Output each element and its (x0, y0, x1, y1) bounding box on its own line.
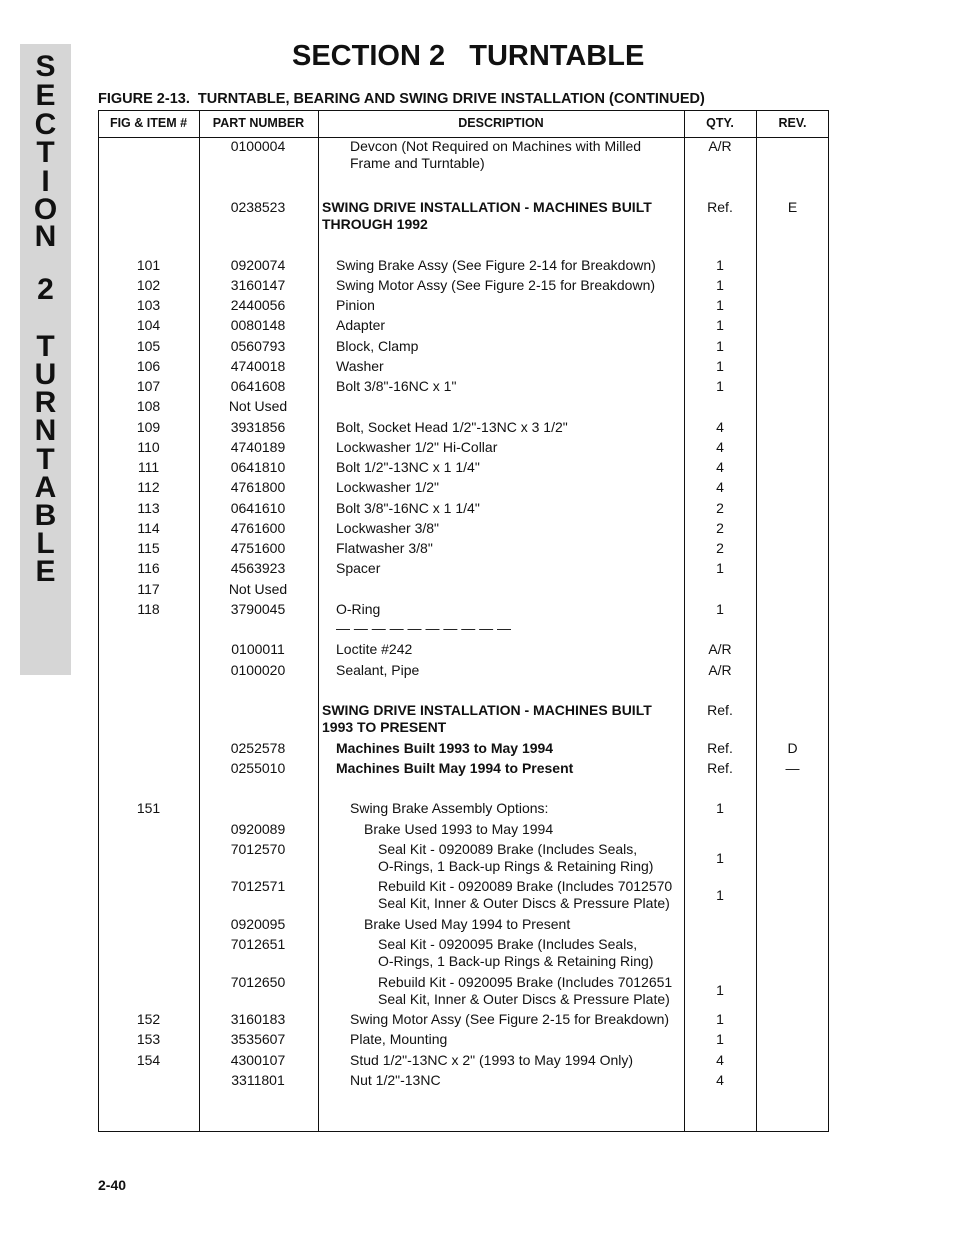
side-tab-letter: 2 (37, 273, 54, 306)
side-tab-letter: T (36, 330, 55, 363)
part-number: Not Used (228, 581, 288, 597)
side-tab-letter: U (34, 358, 57, 391)
quantity: 1 (716, 257, 724, 273)
quantity: 1 (716, 358, 724, 374)
quantity: A/R (708, 662, 732, 678)
item-number: 153 (136, 1031, 161, 1047)
description: Brake Used 1993 to May 1994 (364, 821, 554, 837)
side-tab-letter: R (34, 386, 57, 419)
description: Devcon (Not Required on Machines with Milled Frame and Turntable) (350, 138, 642, 171)
side-tab-letter: S (35, 50, 56, 83)
quantity: 2 (716, 540, 724, 556)
header-qty: QTY. (706, 116, 734, 130)
side-tab-letter: N (34, 414, 57, 447)
part-number: 4761800 (230, 479, 286, 495)
side-tab-letter: O (33, 193, 58, 226)
quantity: 1 (716, 378, 724, 394)
item-number: 118 (137, 601, 160, 617)
quantity: 4 (716, 1052, 724, 1068)
header-part-number: PART NUMBER (212, 116, 305, 130)
item-number: 115 (137, 540, 160, 556)
part-number: 0100011 (231, 641, 285, 657)
quantity: 1 (716, 1011, 724, 1027)
description: Plate, Mounting (350, 1031, 448, 1047)
description: Block, Clamp (336, 338, 419, 354)
quantity: 1 (716, 850, 724, 866)
part-number: 3160183 (230, 1011, 286, 1027)
part-number: 4740189 (230, 439, 286, 455)
quantity: 1 (716, 800, 724, 816)
description: — — — — — — — — — — (336, 620, 512, 636)
description: SWING DRIVE INSTALLATION - MACHINES BUILT THROUGH 1992 (322, 199, 652, 232)
description: Pinion (336, 297, 375, 313)
quantity: A/R (708, 641, 732, 657)
side-tab-letter: E (35, 555, 56, 588)
revision: E (787, 199, 798, 215)
description: Spacer (336, 560, 381, 576)
part-number: 4563923 (230, 560, 286, 576)
part-number: 0641608 (230, 378, 286, 394)
part-number: 3535607 (230, 1031, 286, 1047)
description: Swing Motor Assy (See Figure 2-15 for Breakdown) (350, 1011, 670, 1027)
quantity: 1 (716, 317, 724, 333)
item-number: 107 (136, 378, 161, 394)
item-number: 154 (136, 1052, 161, 1068)
side-tab-letter: E (35, 79, 56, 112)
part-number: 0920095 (230, 916, 286, 932)
description: Machines Built 1993 to May 1994 (336, 740, 554, 756)
item-number: 114 (137, 520, 160, 536)
header-description: DESCRIPTION (458, 116, 544, 130)
part-number: 3931856 (230, 419, 286, 435)
part-number: 0920089 (230, 821, 286, 837)
description: Adapter (336, 317, 386, 333)
item-number: 101 (136, 257, 161, 273)
part-number: 0100004 (230, 138, 286, 154)
quantity: 4 (716, 439, 724, 455)
item-number: 109 (136, 419, 161, 435)
part-number: 0080148 (230, 317, 286, 333)
section-side-tab (20, 44, 71, 675)
description: Washer (336, 358, 384, 374)
side-tab-letter: B (34, 499, 57, 532)
description: Seal Kit - 0920095 Brake (Includes Seals, O-Rings, 1 Back-up Rings & Retaining Ring) (378, 936, 654, 969)
part-number: 3160147 (230, 277, 286, 293)
item-number: 112 (137, 479, 160, 495)
part-number: 3790045 (230, 601, 286, 617)
part-number: 7012571 (230, 878, 286, 894)
description: SWING DRIVE INSTALLATION - MACHINES BUILT 1993 TO PRESENT (322, 702, 652, 735)
item-number: 151 (136, 800, 161, 816)
description: Loctite #242 (336, 641, 413, 657)
part-number: 0641610 (230, 500, 286, 516)
item-number: 111 (137, 459, 160, 475)
part-number: 0252578 (230, 740, 286, 756)
quantity: A/R (708, 138, 732, 154)
quantity: 1 (716, 297, 724, 313)
description: Seal Kit - 0920089 Brake (Includes Seals, O-Rings, 1 Back-up Rings & Retaining Ring) (378, 841, 654, 874)
part-number: 4751600 (230, 540, 286, 556)
part-number: 7012570 (230, 841, 286, 857)
side-tab-letter: T (36, 136, 55, 169)
header-rev: REV. (778, 116, 807, 130)
description: Sealant, Pipe (336, 662, 420, 678)
part-number: 7012650 (230, 974, 286, 990)
part-number: 4300107 (230, 1052, 286, 1068)
quantity: 1 (716, 560, 724, 576)
quantity: 2 (716, 500, 724, 516)
quantity: Ref. (707, 199, 733, 215)
side-tab-letter: A (34, 471, 57, 504)
item-number: 116 (137, 560, 160, 576)
part-number: 3311801 (231, 1072, 285, 1088)
part-number: 0560793 (230, 338, 286, 354)
description: Bolt 3/8"-16NC x 1 1/4" (336, 500, 480, 516)
part-number: 0920074 (230, 257, 286, 273)
quantity: 1 (716, 338, 724, 354)
description: Machines Built May 1994 to Present (336, 760, 574, 776)
item-number: 108 (136, 398, 161, 414)
side-tab-letter: C (34, 108, 57, 141)
quantity: 4 (716, 419, 724, 435)
item-number: 105 (136, 338, 161, 354)
description: Rebuild Kit - 0920095 Brake (Includes 7012651 Seal Kit, Inner & Outer Discs & Pressure Plate) (378, 974, 673, 1007)
quantity: 1 (716, 982, 724, 998)
column-divider (756, 110, 757, 1132)
description: Bolt, Socket Head 1/2"-13NC x 3 1/2" (336, 419, 568, 435)
item-number: 102 (136, 277, 161, 293)
item-number: 104 (136, 317, 161, 333)
part-number: 2440056 (230, 297, 286, 313)
quantity: 1 (716, 887, 724, 903)
section-title: SECTION 2 TURNTABLE (292, 40, 645, 72)
quantity: Ref. (707, 760, 733, 776)
part-number: 0238523 (230, 199, 286, 215)
quantity: 4 (716, 479, 724, 495)
quantity: 1 (716, 277, 724, 293)
description: Flatwasher 3/8" (336, 540, 433, 556)
description: O-Ring (336, 601, 381, 617)
description: Bolt 3/8"-16NC x 1" (336, 378, 457, 394)
quantity: 1 (716, 601, 724, 617)
quantity: Ref. (707, 702, 733, 718)
description: Lockwasher 3/8" (336, 520, 440, 536)
side-tab-letter: L (36, 527, 55, 560)
description: Swing Brake Assy (See Figure 2-14 for Breakdown) (336, 257, 656, 273)
side-tab-letter: T (36, 443, 55, 476)
quantity: 4 (716, 1072, 724, 1088)
item-number: 106 (136, 358, 161, 374)
quantity: Ref. (707, 740, 733, 756)
figure-title: FIGURE 2-13. TURNTABLE, BEARING AND SWING DRIVE INSTALLATION (CONTINUED) (98, 91, 705, 107)
side-tab-letter: I (41, 165, 50, 198)
quantity: 2 (716, 520, 724, 536)
side-tab-letter: N (34, 220, 57, 253)
part-number: Not Used (228, 398, 288, 414)
item-number: 117 (137, 581, 160, 597)
description: Stud 1/2"-13NC x 2" (1993 to May 1994 Only) (350, 1052, 634, 1068)
part-number: 4740018 (230, 358, 286, 374)
description: Nut 1/2"-13NC (350, 1072, 441, 1088)
part-number: 0641810 (230, 459, 286, 475)
part-number: 7012651 (230, 936, 286, 952)
item-number: 113 (137, 500, 160, 516)
header-fig-item: FIG & ITEM # (109, 116, 188, 130)
revision: — (785, 760, 800, 776)
part-number: 4761600 (230, 520, 286, 536)
description: Lockwasher 1/2" (336, 479, 440, 495)
description: Rebuild Kit - 0920089 Brake (Includes 7012570 Seal Kit, Inner & Outer Discs & Pressure Plate) (378, 878, 673, 911)
quantity: 4 (716, 459, 724, 475)
column-divider (318, 110, 319, 1132)
part-number: 0100020 (230, 662, 286, 678)
part-number: 0255010 (230, 760, 286, 776)
item-number: 110 (137, 439, 160, 455)
description: Swing Motor Assy (See Figure 2-15 for Breakdown) (336, 277, 656, 293)
description: Swing Brake Assembly Options: (350, 800, 549, 816)
quantity: 1 (716, 1031, 724, 1047)
item-number: 152 (136, 1011, 161, 1027)
page-number: 2-40 (98, 1177, 127, 1193)
description: Bolt 1/2"-13NC x 1 1/4" (336, 459, 480, 475)
description: Brake Used May 1994 to Present (364, 916, 571, 932)
revision: D (787, 740, 798, 756)
item-number: 103 (136, 297, 161, 313)
description: Lockwasher 1/2" Hi-Collar (336, 439, 498, 455)
